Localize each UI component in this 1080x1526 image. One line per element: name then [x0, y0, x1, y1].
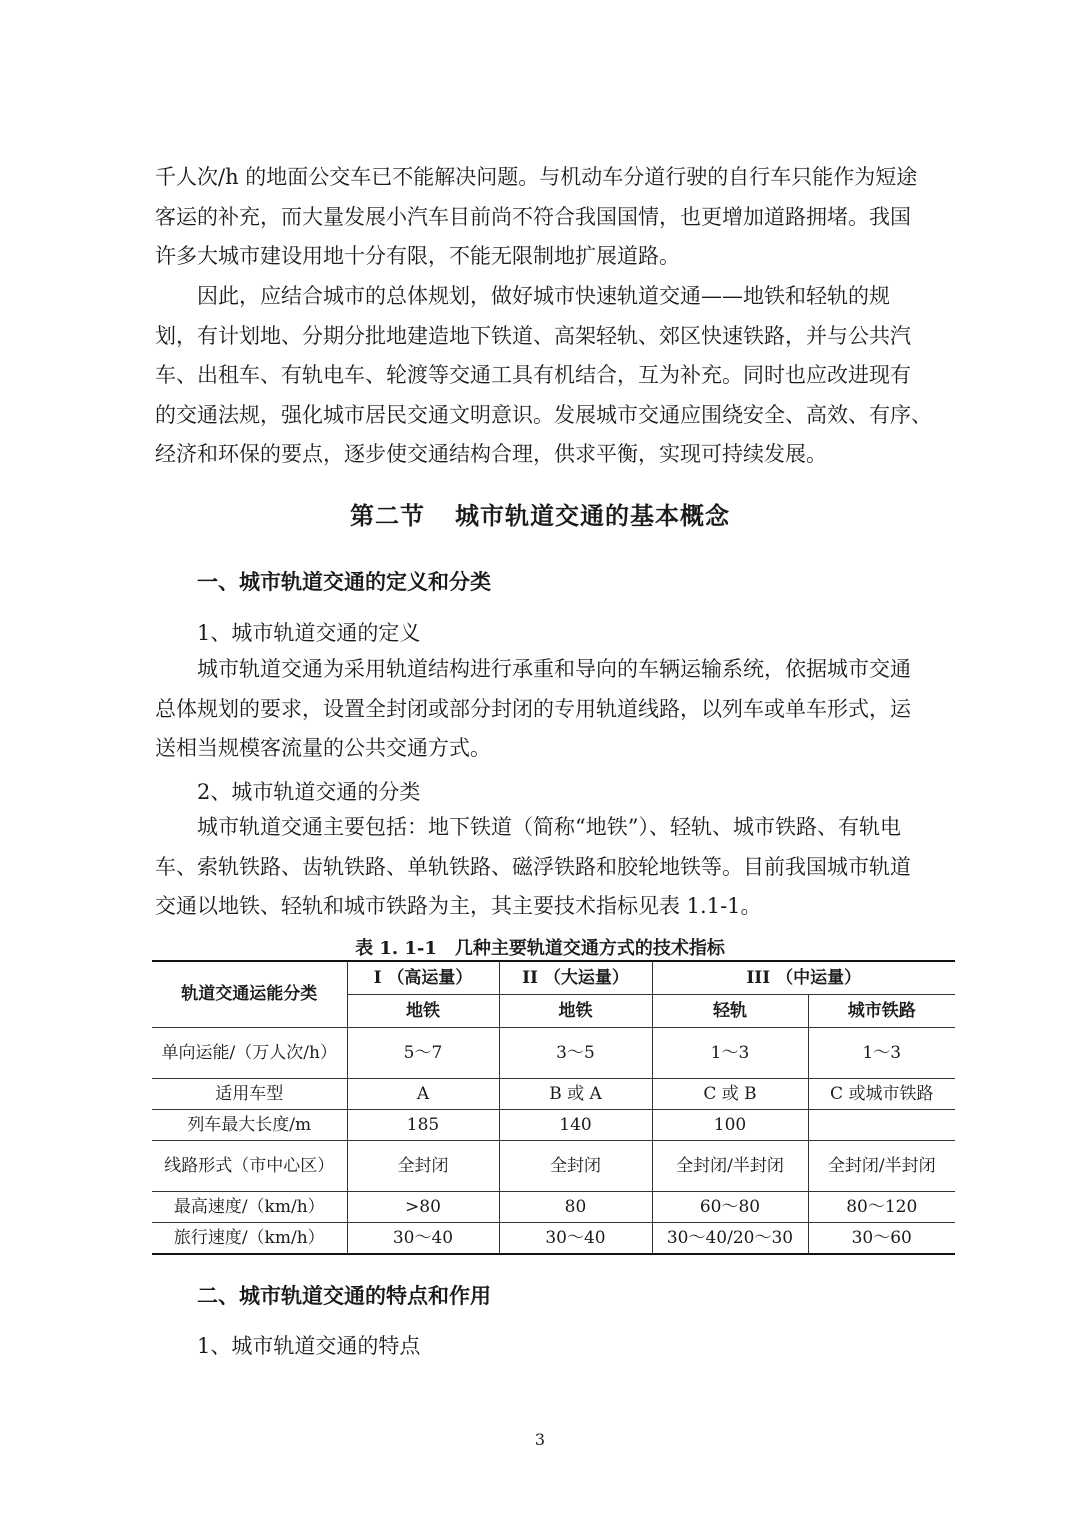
text-line: 的交通法规，强化城市居民交通文明意识。发展城市交通应围绕安全、高效、有序、	[155, 402, 932, 427]
sub-header: 地铁	[499, 994, 652, 1027]
text-line: 车、出租车、有轨电车、轮渡等交通工具有机结合，互为补充。同时也应改进现有	[155, 363, 911, 387]
section-name: 城市轨道交通的基本概念	[455, 501, 730, 530]
table-row	[152, 1078, 955, 1109]
table-cell: 80	[499, 1191, 652, 1222]
table-cell: C 或城市铁路	[808, 1078, 955, 1109]
table-row	[152, 1222, 955, 1254]
table-cell: 5～7	[347, 1027, 499, 1078]
definition-subheading: 1、城市轨道交通的定义	[197, 621, 421, 645]
table-row	[152, 1027, 955, 1078]
table-cell: C 或 B	[652, 1078, 808, 1109]
table-cell: 1～3	[652, 1027, 808, 1078]
row-label: 单向运能/（万人次/h）	[152, 1027, 347, 1078]
table-cell	[808, 1109, 955, 1140]
part1-heading: 一、城市轨道交通的定义和分类	[197, 569, 491, 594]
text-line: 送相当规模客流量的公共交通方式。	[155, 736, 491, 760]
intro-paragraph	[155, 158, 945, 277]
text-line: 因此，应结合城市的总体规划，做好城市快速轨道交通——地铁和轻轨的规	[197, 284, 890, 308]
section-number: 第二节	[350, 501, 425, 530]
table-cell: 30～40	[499, 1222, 652, 1254]
features-subheading: 1、城市轨道交通的特点	[197, 1334, 421, 1358]
conclusion-paragraph	[155, 277, 945, 475]
corner-header: 轨道交通运能分类	[152, 961, 347, 1027]
classification-paragraph	[155, 808, 945, 927]
text-line: 千人次/h 的地面公交车已不能解决问题。与机动车分道行驶的自行车只能作为短途	[155, 165, 918, 189]
technical-indicators-table	[152, 960, 955, 1255]
table-cell: 全封闭	[347, 1140, 499, 1191]
text-line: 交通以地铁、轻轨和城市铁路为主，其主要技术指标见表 1.1-1。	[155, 894, 762, 918]
table-cell: >80	[347, 1191, 499, 1222]
row-label: 最高速度/（km/h）	[152, 1191, 347, 1222]
table-cell: 140	[499, 1109, 652, 1140]
section-title	[0, 496, 1080, 531]
row-label: 线路形式（市中心区）	[152, 1140, 347, 1191]
text-line: 划，有计划地、分期分批地建造地下铁道、高架轻轨、郊区快速铁路，并与公共汽	[155, 323, 911, 348]
page-number: 3	[534, 1430, 546, 1449]
table-cell: 185	[347, 1109, 499, 1140]
table-cell: 全封闭/半封闭	[652, 1140, 808, 1191]
row-label: 旅行速度/（km/h）	[152, 1222, 347, 1254]
sub-header: 地铁	[347, 994, 499, 1027]
group-header: I （高运量）	[347, 961, 499, 994]
text-line: 城市轨道交通主要包括：地下铁道（简称“地铁”）、轻轨、城市铁路、有轨电	[197, 815, 901, 839]
group-header: III （中运量）	[652, 961, 955, 994]
table-cell: 30～60	[808, 1222, 955, 1254]
group-header: II （大运量）	[499, 961, 652, 994]
table-cell: 全封闭	[499, 1140, 652, 1191]
table-caption: 表 1. 1-1 几种主要轨道交通方式的技术指标	[355, 938, 725, 959]
text-line: 总体规划的要求，设置全封闭或部分封闭的专用轨道线路，以列车或单车形式，运	[155, 696, 911, 721]
text-line: 城市轨道交通为采用轨道结构进行承重和导向的车辆运输系统，依据城市交通	[197, 657, 911, 681]
definition-paragraph	[155, 650, 945, 769]
table-cell: 60～80	[652, 1191, 808, 1222]
table-cell: 1～3	[808, 1027, 955, 1078]
text-line: 经济和环保的要点，逐步使交通结构合理，供求平衡，实现可持续发展。	[155, 442, 827, 466]
table-cell: 100	[652, 1109, 808, 1140]
table-row	[152, 1109, 955, 1140]
table-cell: 全封闭/半封闭	[808, 1140, 955, 1191]
table-row	[152, 1191, 955, 1222]
classification-subheading: 2、城市轨道交通的分类	[197, 780, 421, 804]
table-header-row	[152, 961, 955, 994]
table-cell: 3～5	[499, 1027, 652, 1078]
table-cell: B 或 A	[499, 1078, 652, 1109]
sub-header: 轻轨	[652, 994, 808, 1027]
table-cell: A	[347, 1078, 499, 1109]
text-line: 车、索轨铁路、齿轨铁路、单轨铁路、磁浮铁路和胶轮地铁等。目前我国城市轨道	[155, 854, 911, 879]
table-cell: 80～120	[808, 1191, 955, 1222]
text-line: 客运的补充，而大量发展小汽车目前尚不符合我国国情，也更增加道路拥堵。我国	[155, 204, 911, 229]
sub-header: 城市铁路	[808, 994, 955, 1027]
table-row	[152, 1140, 955, 1191]
text-line: 许多大城市建设用地十分有限，不能无限制地扩展道路。	[155, 244, 680, 268]
row-label: 列车最大长度/m	[152, 1109, 347, 1140]
part2-heading: 二、城市轨道交通的特点和作用	[197, 1283, 491, 1308]
table-cell: 30～40	[347, 1222, 499, 1254]
table-cell: 30～40/20～30	[652, 1222, 808, 1254]
row-label: 适用车型	[152, 1078, 347, 1109]
